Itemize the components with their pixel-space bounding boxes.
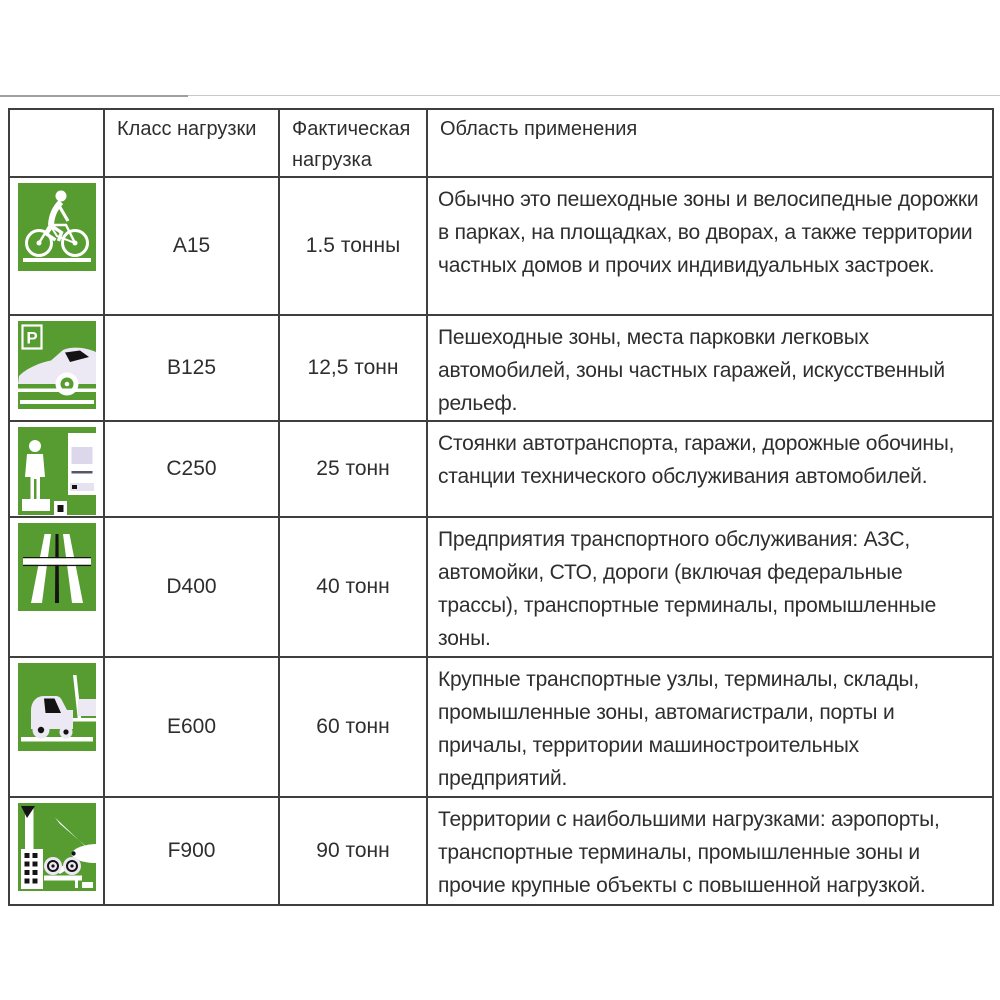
actual-load-cell: 25 тонн xyxy=(279,421,427,517)
header-application: Область применения xyxy=(427,109,993,177)
sign-cell xyxy=(9,315,104,421)
actual-load-cell: 60 тонн xyxy=(279,657,427,797)
table-row xyxy=(9,517,993,657)
header-icon-col xyxy=(9,109,104,177)
application-cell: Стоянки автотранспорта, гаражи, дорожные обочины, станции технического обслуживания автомобилей. xyxy=(427,421,993,517)
table-row xyxy=(9,421,993,517)
table-header-row xyxy=(9,109,993,177)
motorway-sign-icon xyxy=(18,523,96,611)
table-row xyxy=(9,797,993,905)
sign-cell xyxy=(9,797,104,905)
header-actual-load: Фактическая нагрузка xyxy=(279,109,427,177)
parking-letter: P xyxy=(26,328,38,348)
header-load-class: Класс нагрузки xyxy=(104,109,279,177)
pedestrian-truck-sign-icon xyxy=(18,427,96,515)
sign-cell xyxy=(9,421,104,517)
table-row xyxy=(9,657,993,797)
application-cell: Пешеходные зоны, места парковки легковых автомобилей, зоны частных гаражей, искусственный рельеф. xyxy=(427,315,993,421)
sign-cell xyxy=(9,517,104,657)
airport-sign-icon xyxy=(18,803,96,891)
actual-load-cell: 40 тонн xyxy=(279,517,427,657)
load-class-cell: D400 xyxy=(104,517,279,657)
actual-load-cell: 12,5 тонн xyxy=(279,315,427,421)
load-class-cell: C250 xyxy=(104,421,279,517)
application-cell: Предприятия транспортного обслуживания: АЗС, автомойки, СТО, дороги (включая федеральные трассы), транспортные терминалы, промышленные зоны. xyxy=(427,517,993,657)
table-row xyxy=(9,177,993,315)
load-class-cell: B125 xyxy=(104,315,279,421)
bicycle-sign-icon xyxy=(18,183,96,271)
application-cell: Территории с наибольшими нагрузками: аэропорты, транспортные терминалы, промышленные зоны и прочие крупные объекты с повышенной нагрузкой. xyxy=(427,797,993,905)
page-top-divider-dark-segment xyxy=(0,95,188,97)
table-row xyxy=(9,315,993,421)
application-cell: Крупные транспортные узлы, терминалы, склады, промышленные зоны, автомагистрали, порты и причалы, территории машиностроительных предприятий. xyxy=(427,657,993,797)
load-class-table xyxy=(8,108,994,906)
load-class-cell: F900 xyxy=(104,797,279,905)
application-cell: Обычно это пешеходные зоны и велосипедные дорожки в парках, на площадках, во дворах, а также территории частных домов и прочих индивидуальных застроек. xyxy=(427,177,993,315)
actual-load-cell: 90 тонн xyxy=(279,797,427,905)
load-class-cell: A15 xyxy=(104,177,279,315)
sign-cell xyxy=(9,657,104,797)
parking-car-sign-icon xyxy=(18,321,96,409)
actual-load-cell: 1.5 тонны xyxy=(279,177,427,315)
load-class-cell: E600 xyxy=(104,657,279,797)
sign-cell xyxy=(9,177,104,315)
forklift-sign-icon xyxy=(18,663,96,751)
